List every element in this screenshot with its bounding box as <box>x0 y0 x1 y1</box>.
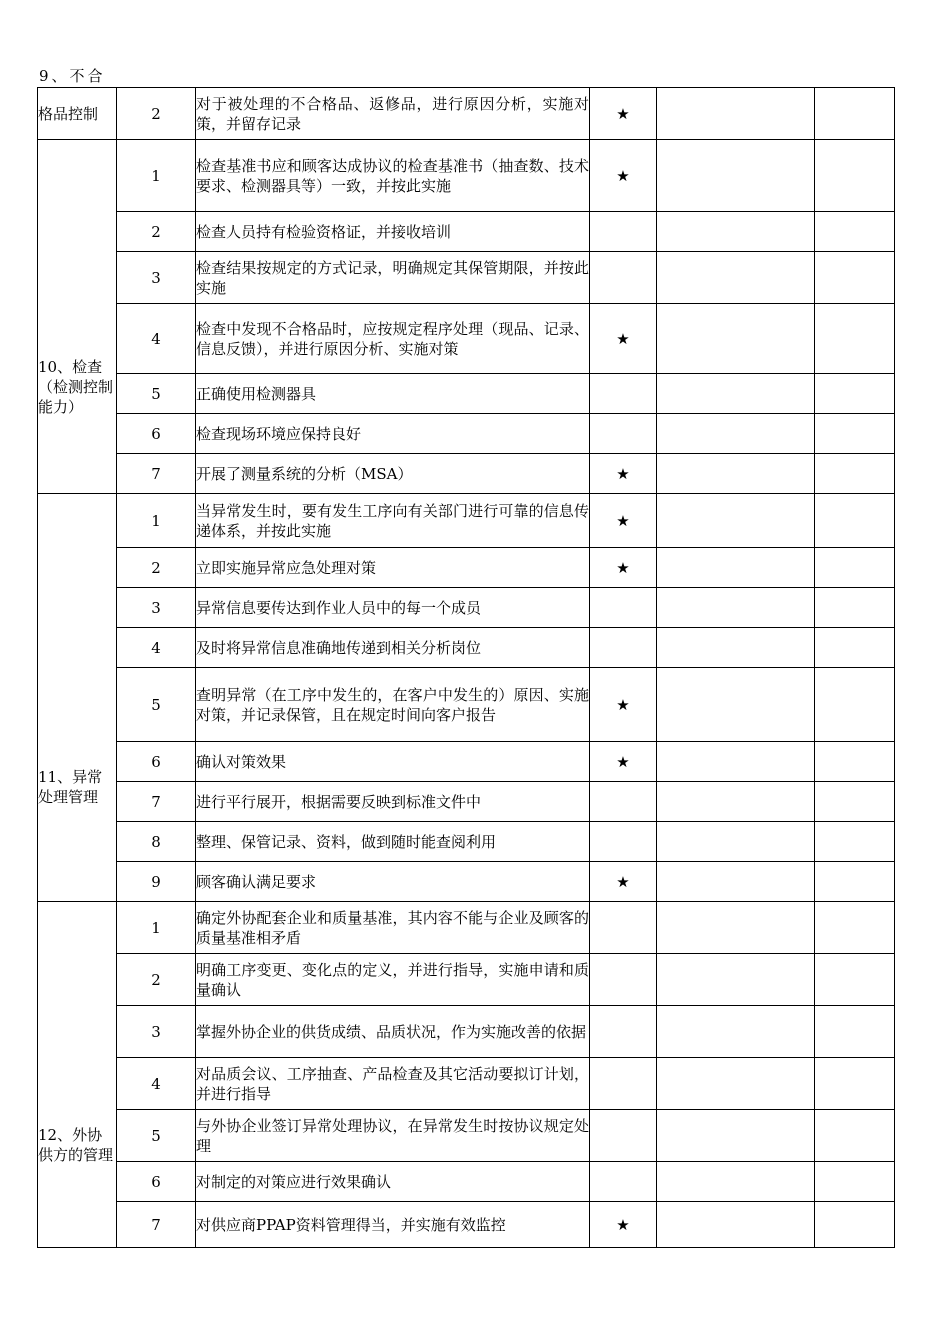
remarks-cell[interactable] <box>815 1202 895 1248</box>
item-description: 对制定的对策应进行效果确认 <box>196 1162 590 1202</box>
item-description: 检查基准书应和顾客达成协议的检查基准书（抽查数、技术要求、检测器具等）一致，并按此实施 <box>196 140 590 212</box>
checklist-row <box>38 1006 895 1058</box>
item-description: 顾客确认满足要求 <box>196 862 590 902</box>
key-item-cell <box>590 1202 657 1248</box>
remarks-cell[interactable] <box>815 1162 895 1202</box>
key-item-cell <box>590 954 657 1006</box>
checklist-row <box>38 862 895 902</box>
remarks-cell[interactable] <box>815 782 895 822</box>
result-cell[interactable] <box>657 822 815 862</box>
item-description: 及时将异常信息准确地传递到相关分析岗位 <box>196 628 590 668</box>
item-description: 立即实施异常应急处理对策 <box>196 548 590 588</box>
item-number: 3 <box>117 588 196 628</box>
remarks-cell[interactable] <box>815 494 895 548</box>
result-cell[interactable] <box>657 1162 815 1202</box>
star-icon: ★ <box>616 872 630 891</box>
key-item-cell <box>590 140 657 212</box>
checklist-row <box>38 414 895 454</box>
section-9-title-continued: 9、不合 <box>39 67 106 85</box>
item-description: 掌握外协企业的供货成绩、品质状况，作为实施改善的依据 <box>196 1006 590 1058</box>
section-9-title: 格品控制 <box>38 104 99 123</box>
result-cell[interactable] <box>657 212 815 252</box>
star-icon: ★ <box>616 752 630 771</box>
result-cell[interactable] <box>657 1006 815 1058</box>
remarks-cell[interactable] <box>815 1058 895 1110</box>
result-cell[interactable] <box>657 454 815 494</box>
key-item-cell <box>590 252 657 304</box>
remarks-cell[interactable] <box>815 1110 895 1162</box>
item-description: 开展了测量系统的分析（MSA） <box>196 454 590 494</box>
section-11-title: 11、异常处理管理 <box>38 767 103 806</box>
section-12-title: 12、外协供方的管理 <box>38 1125 114 1164</box>
remarks-cell[interactable] <box>815 1006 895 1058</box>
key-item-cell <box>590 862 657 902</box>
item-description: 查明异常（在工序中发生的，在客户中发生的）原因、实施对策，并记录保管，且在规定时间向客户报告 <box>196 668 590 742</box>
item-description: 检查现场环境应保持良好 <box>196 414 590 454</box>
remarks-cell[interactable] <box>815 252 895 304</box>
checklist-row <box>38 252 895 304</box>
item-number: 1 <box>117 494 196 548</box>
checklist-row <box>38 374 895 414</box>
item-description: 异常信息要传达到作业人员中的每一个成员 <box>196 588 590 628</box>
key-item-cell <box>590 212 657 252</box>
checklist-row <box>38 140 895 212</box>
result-cell[interactable] <box>657 1202 815 1248</box>
remarks-cell[interactable] <box>815 454 895 494</box>
star-icon: ★ <box>616 695 630 714</box>
item-number: 8 <box>117 822 196 862</box>
section-10-title: 10、检查（检测控制能力） <box>38 357 114 416</box>
remarks-cell[interactable] <box>815 88 895 140</box>
result-cell[interactable] <box>657 588 815 628</box>
remarks-cell[interactable] <box>815 374 895 414</box>
item-number: 4 <box>117 1058 196 1110</box>
star-icon: ★ <box>616 329 630 348</box>
result-cell[interactable] <box>657 374 815 414</box>
checklist-row <box>38 668 895 742</box>
remarks-cell[interactable] <box>815 628 895 668</box>
checklist-row <box>38 454 895 494</box>
remarks-cell[interactable] <box>815 954 895 1006</box>
item-number: 2 <box>117 548 196 588</box>
item-description: 明确工序变更、变化点的定义，并进行指导，实施申请和质量确认 <box>196 954 590 1006</box>
remarks-cell[interactable] <box>815 140 895 212</box>
item-number: 1 <box>117 902 196 954</box>
result-cell[interactable] <box>657 548 815 588</box>
result-cell[interactable] <box>657 1110 815 1162</box>
item-number: 6 <box>117 1162 196 1202</box>
item-number: 5 <box>117 374 196 414</box>
remarks-cell[interactable] <box>815 414 895 454</box>
item-description: 对品质会议、工序抽查、产品检查及其它活动要拟订计划，并进行指导 <box>196 1058 590 1110</box>
remarks-cell[interactable] <box>815 862 895 902</box>
result-cell[interactable] <box>657 954 815 1006</box>
item-number: 6 <box>117 414 196 454</box>
key-item-cell <box>590 782 657 822</box>
item-number: 9 <box>117 862 196 902</box>
checklist-row <box>38 548 895 588</box>
remarks-cell[interactable] <box>815 668 895 742</box>
star-icon: ★ <box>616 464 630 483</box>
checklist-row <box>38 1202 895 1248</box>
result-cell[interactable] <box>657 862 815 902</box>
result-cell[interactable] <box>657 628 815 668</box>
item-number: 2 <box>117 88 196 140</box>
item-description: 检查结果按规定的方式记录，明确规定其保管期限，并按此实施 <box>196 252 590 304</box>
section-cell <box>38 494 117 902</box>
key-item-cell <box>590 1110 657 1162</box>
item-description: 检查中发现不合格品时，应按规定程序处理（现品、记录、信息反馈），并进行原因分析、实施对策 <box>196 304 590 374</box>
item-number: 3 <box>117 252 196 304</box>
item-description: 与外协企业签订异常处理协议，在异常发生时按协议规定处理 <box>196 1110 590 1162</box>
key-item-cell <box>590 454 657 494</box>
result-cell[interactable] <box>657 494 815 548</box>
remarks-cell[interactable] <box>815 822 895 862</box>
item-number: 5 <box>117 668 196 742</box>
key-item-cell <box>590 414 657 454</box>
result-cell[interactable] <box>657 1058 815 1110</box>
checklist-row <box>38 494 895 548</box>
result-cell[interactable] <box>657 742 815 782</box>
key-item-cell <box>590 742 657 782</box>
key-item-cell <box>590 588 657 628</box>
checklist-row <box>38 782 895 822</box>
item-description: 进行平行展开，根据需要反映到标准文件中 <box>196 782 590 822</box>
item-number: 2 <box>117 212 196 252</box>
checklist-row <box>38 588 895 628</box>
key-item-cell <box>590 548 657 588</box>
key-item-cell <box>590 822 657 862</box>
key-item-cell <box>590 1058 657 1110</box>
item-number: 3 <box>117 1006 196 1058</box>
result-cell[interactable] <box>657 902 815 954</box>
result-cell[interactable] <box>657 782 815 822</box>
section-cell <box>38 902 117 1248</box>
star-icon: ★ <box>616 1215 630 1234</box>
checklist-row <box>38 628 895 668</box>
item-description: 对供应商PPAP资料管理得当，并实施有效监控 <box>196 1202 590 1248</box>
item-number: 7 <box>117 454 196 494</box>
result-cell[interactable] <box>657 140 815 212</box>
item-number: 7 <box>117 1202 196 1248</box>
item-description: 整理、保管记录、资料，做到随时能查阅利用 <box>196 822 590 862</box>
section-cell <box>38 88 117 140</box>
star-icon: ★ <box>616 104 630 123</box>
item-number: 2 <box>117 954 196 1006</box>
item-description: 当异常发生时，要有发生工序向有关部门进行可靠的信息传递体系，并按此实施 <box>196 494 590 548</box>
checklist-row <box>38 954 895 1006</box>
result-cell[interactable] <box>657 668 815 742</box>
star-icon: ★ <box>616 511 630 530</box>
result-cell[interactable] <box>657 304 815 374</box>
star-icon: ★ <box>616 558 630 577</box>
key-item-cell <box>590 1162 657 1202</box>
remarks-cell[interactable] <box>815 304 895 374</box>
star-icon: ★ <box>616 166 630 185</box>
checklist-row <box>38 304 895 374</box>
item-description: 正确使用检测器具 <box>196 374 590 414</box>
item-number: 4 <box>117 304 196 374</box>
result-cell[interactable] <box>657 252 815 304</box>
checklist-row <box>38 1162 895 1202</box>
remarks-cell[interactable] <box>815 588 895 628</box>
key-item-cell <box>590 902 657 954</box>
remarks-cell[interactable] <box>815 212 895 252</box>
item-number: 6 <box>117 742 196 782</box>
key-item-cell <box>590 494 657 548</box>
item-description: 确定外协配套企业和质量基准，其内容不能与企业及顾客的质量基准相矛盾 <box>196 902 590 954</box>
key-item-cell <box>590 304 657 374</box>
checklist-row <box>38 1110 895 1162</box>
checklist-row <box>38 212 895 252</box>
checklist-row <box>38 902 895 954</box>
item-description: 检查人员持有检验资格证，并接收培训 <box>196 212 590 252</box>
checklist-row <box>38 742 895 782</box>
item-number: 1 <box>117 140 196 212</box>
checklist-row <box>38 1058 895 1110</box>
item-description: 确认对策效果 <box>196 742 590 782</box>
section-cell <box>38 140 117 494</box>
key-item-cell <box>590 1006 657 1058</box>
remarks-cell[interactable] <box>815 902 895 954</box>
checklist-row <box>38 88 895 140</box>
checklist-row <box>38 822 895 862</box>
key-item-cell <box>590 668 657 742</box>
key-item-cell <box>590 628 657 668</box>
audit-checklist-table <box>37 87 895 1248</box>
item-description: 对于被处理的不合格品、返修品，进行原因分析，实施对策，并留存记录 <box>196 88 590 140</box>
item-number: 4 <box>117 628 196 668</box>
item-number: 7 <box>117 782 196 822</box>
result-cell[interactable] <box>657 88 815 140</box>
key-item-cell <box>590 88 657 140</box>
item-number: 5 <box>117 1110 196 1162</box>
result-cell[interactable] <box>657 414 815 454</box>
remarks-cell[interactable] <box>815 742 895 782</box>
key-item-cell <box>590 374 657 414</box>
remarks-cell[interactable] <box>815 548 895 588</box>
